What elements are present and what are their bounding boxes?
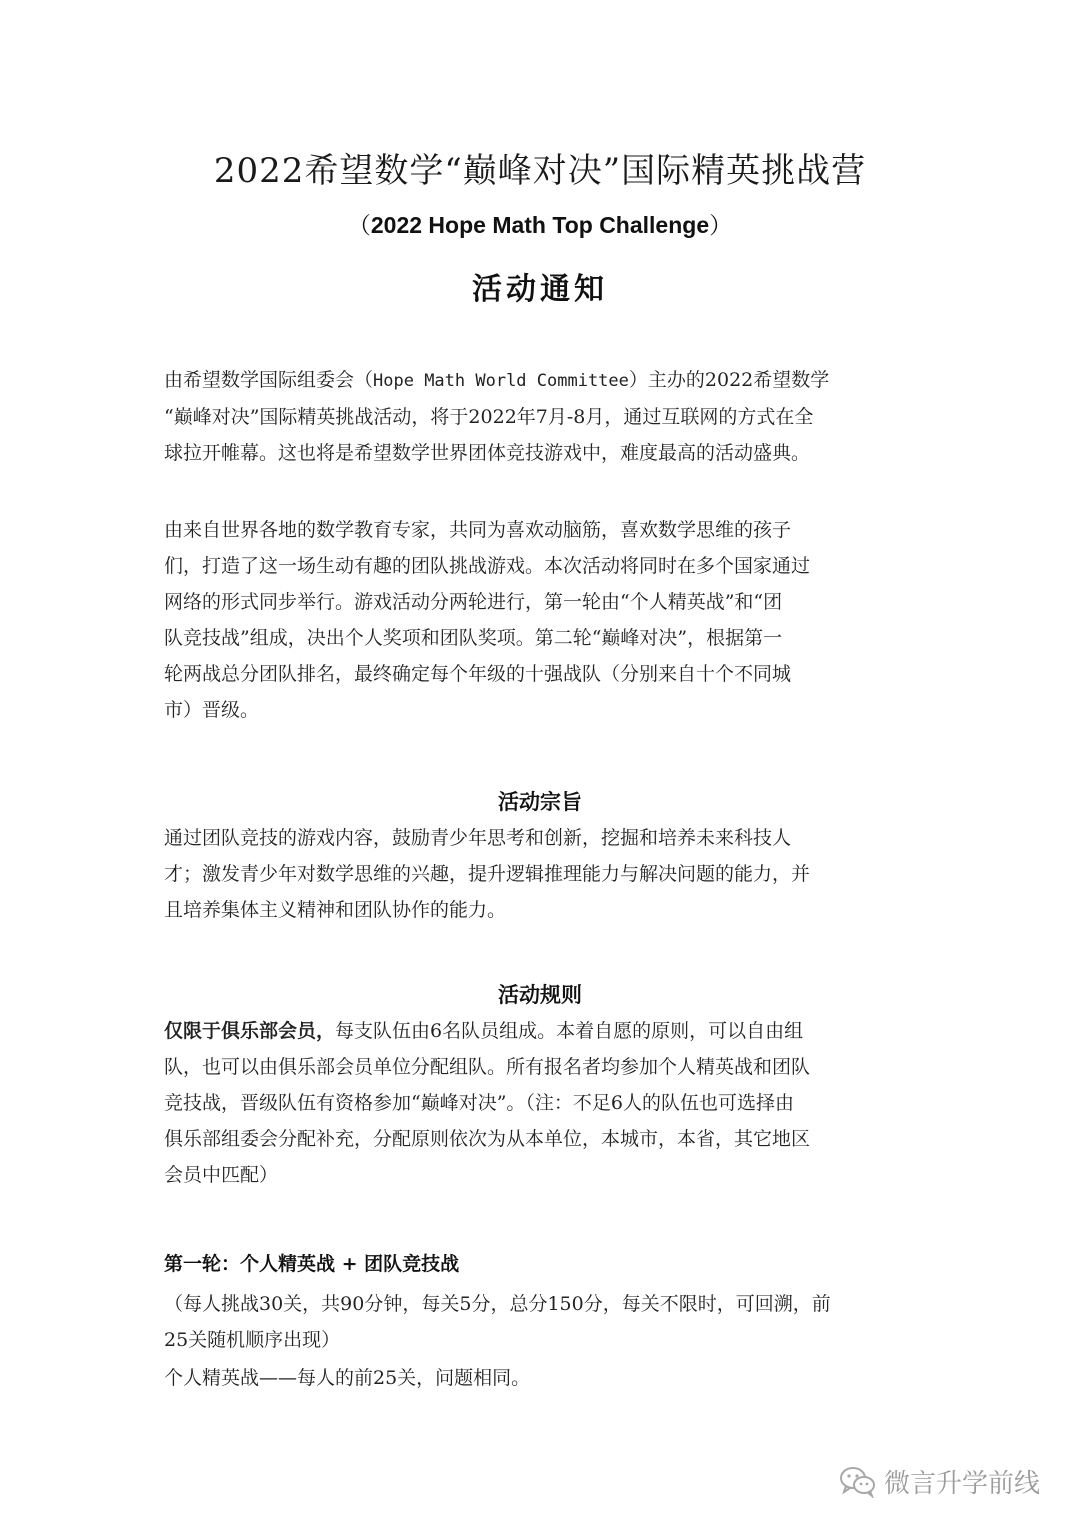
document-title: 2022希望数学“巅峰对决”国际精英挑战营 (213, 151, 867, 191)
document-subtitle (0, 204, 1080, 247)
intro-paragraph-2: 由来自世界各地的数学教育专家，共同为喜欢动脑筋，喜欢数学思维的孩子 们，打造了这一场生动有趣的团队挑战游戏。本次活动将同时在多个国家通过 网络的形式同步举行。游戏活动分两轮进行，第一轮由“个人精英战”和“团 队竞技战”组成，决出个人奖项和团队奖项。第二轮“巅峰对决”，根据第一 轮两战总分团队排名，最终确定每个年级的十强战队（分别来自十个不同城 市）晋级。 (164, 519, 811, 721)
rules-heading: 活动规则 (498, 982, 582, 1007)
notice-title: 活动通知 (472, 272, 608, 307)
subtitle-open-paren: （ (347, 213, 371, 239)
rules-lead: 仅限于俱乐部会员， (164, 1020, 336, 1042)
intro-p1-after: ）主办的2022希望数学 “巅峰对决”国际精英挑战活动，将于2022年7月-8月，通过互联网的方式在全 球拉开帷幕。这也将是希望数学世界团体竞技游戏中，难度最高的活动盛典。 (164, 369, 830, 464)
round1-detail: （每人挑战30关，共90分钟，每关5分，总分150分，每关不限时，可回溯，前 25关随机顺序出现） (164, 1293, 831, 1351)
purpose-paragraph: 通过团队竞技的游戏内容，鼓励青少年思考和创新，挖掘和培养未来科技人 才；激发青少年对数学思维的兴趣，提升逻辑推理能力与解决问题的能力，并 且培养集体主义精神和团队协作的能力。 (164, 827, 811, 921)
rules-paragraph (164, 1013, 924, 1193)
wechat-icon (838, 1464, 876, 1498)
round1-heading: 第一轮：个人精英战 + 团队竞技战 (164, 1253, 460, 1275)
rules-text: 每支队伍由6名队员组成。本着自愿的原则，可以自由组 队，也可以由俱乐部会员单位分配组队。所有报名者均参加个人精英战和团队 竞技战，晋级队伍有资格参加“巅峰对决”。（注：不足6人的队伍也可选择由 俱乐部组委会分配补充，分配原则依次为从本单位，本城市，本省，其它地区 会员中匹配） (164, 1020, 811, 1186)
subtitle-english: 2022 Hope Math Top Challenge (370, 212, 710, 238)
subtitle-close-paren: ） (709, 213, 733, 239)
intro-paragraph-1 (164, 362, 924, 471)
purpose-heading: 活动宗旨 (498, 789, 582, 814)
intro-p1-before: 由希望数学国际组委会（ (164, 369, 374, 391)
watermark-text: 微言升学前线 (884, 1468, 1041, 1499)
watermark (838, 1455, 1040, 1507)
intro-p1-english: Hope Math World Committee (373, 371, 629, 391)
round1-individual: 个人精英战——每人的前25关，问题相同。 (164, 1367, 531, 1389)
